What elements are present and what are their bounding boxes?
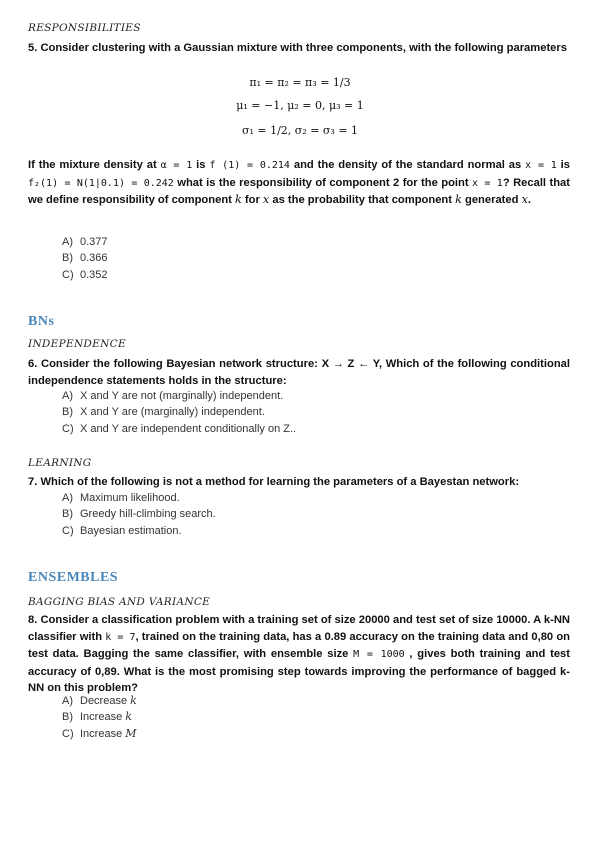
option-c[interactable]: C) 0.352 — [62, 268, 108, 281]
option-b[interactable]: B) Increase k — [62, 710, 132, 724]
question-8: 8. Consider a classification problem with a training set of size 20000 and test set of size 10000. A k-NN classifier with k = 7, trained on the training data, has a 0.89 accuracy on the training data and 0,80 on test data. Bagging the same classifier, with ensemble size M = 1000 , gives both training and test accuracy of 0,89. What is the most promising step towards improving the performance of bagged k-NN on this problem? — [28, 614, 570, 694]
section-ensembles: ENSEMBLES — [28, 570, 119, 585]
equation-pi: π₁ = π₂ = π₃ = 1/3 — [249, 76, 351, 89]
topic-responsibilities: RESPONSIBILITIES — [28, 22, 141, 34]
topic-independence: INDEPENDENCE — [28, 338, 126, 350]
equation-mu: μ₁ = −1, μ₂ = 0, μ₃ = 1 — [236, 99, 364, 112]
question-7: 7. Which of the following is not a method for learning the parameters of a Bayestan network: — [28, 476, 520, 488]
option-c[interactable]: C) Increase M — [62, 726, 137, 740]
option-a[interactable]: A) Maximum likelihood. — [62, 492, 180, 504]
topic-bagging: BAGGING BIAS AND VARIANCE — [28, 596, 211, 608]
option-b[interactable]: B) Greedy hill-climbing search. — [62, 508, 216, 521]
options-q8 — [62, 693, 137, 742]
options-q5 — [62, 234, 108, 283]
topic-learning: LEARNING — [28, 457, 92, 469]
options-q6 — [62, 388, 296, 437]
options-q7 — [62, 490, 216, 539]
section-bns: BNs — [28, 314, 55, 329]
option-b[interactable]: B) X and Y are (marginally) independent. — [62, 406, 265, 419]
option-b[interactable]: B) 0.366 — [62, 252, 108, 265]
option-c[interactable]: C) Bayesian estimation. — [62, 524, 182, 537]
option-c[interactable]: C) X and Y are independent conditionally on Z.. — [62, 422, 297, 435]
question-5-body: If the mixture density at α = 1 is f (1) = 0.214 and the density of the standard normal as x = 1 is f₂(1) = N(1|0.1) = 0.242 what is the responsibility of component 2 for the point x = 1? Recall that we define responsibility of component k for x as the probability that component k generated x. — [28, 159, 571, 206]
equation-sigma: σ₁ = 1/2, σ₂ = σ₃ = 1 — [241, 124, 359, 137]
option-a[interactable]: A) 0.377 — [62, 236, 108, 248]
question-6: 6. Consider the following Bayesian network structure: X → Z ← Y, Which of the following conditional independence statements holds in the structure: — [28, 358, 570, 387]
option-a[interactable]: A) Decrease k — [62, 694, 137, 707]
question-5: 5. Consider clustering with a Gaussian mixture with three components, with the following parameters — [28, 42, 567, 54]
option-a[interactable]: A) X and Y are not (marginally) independent. — [62, 390, 284, 402]
